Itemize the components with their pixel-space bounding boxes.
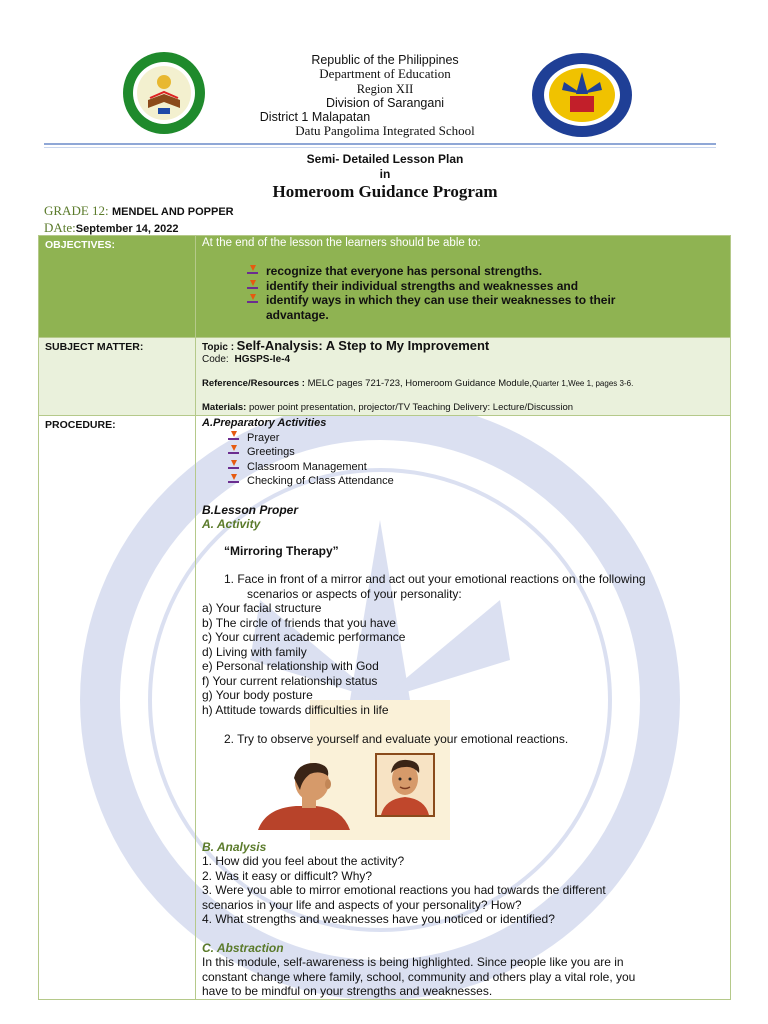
mirror-frame [375, 753, 435, 817]
header-line-6 [230, 124, 540, 139]
abstraction-title: C. Abstraction [202, 940, 284, 955]
prep-text: Greetings [247, 446, 295, 458]
analysis-item: 3. Were you able to mirror emotional reactions you had towards the different [202, 883, 606, 897]
materials-label: Materials: [202, 402, 247, 413]
step-1-line-b: scenarios or aspects of your personality: [247, 586, 462, 601]
plan-title-1: Semi- Detailed Lesson Plan [306, 152, 464, 166]
objective-text: recognize that everyone has personal strengths. [266, 264, 543, 278]
grade-line [44, 203, 234, 219]
topic-value: Self-Analysis: A Step to My Improvement [236, 338, 490, 353]
header-line-3 [230, 82, 540, 97]
prep-item [228, 431, 724, 446]
code-value: HGSPS-Ie-4 [234, 354, 291, 365]
header-divider-thin [44, 147, 716, 148]
subject-content [196, 338, 731, 416]
reference-label: Reference/Resources : [202, 378, 305, 389]
prep-item [228, 474, 724, 489]
code-label: Code: [202, 354, 229, 365]
bullet-icon [247, 294, 258, 305]
prep-list [228, 431, 724, 489]
plan-title-2: in [379, 167, 391, 181]
bullet-icon [228, 460, 239, 471]
objectives-row [39, 236, 731, 338]
grade-value: MENDEL AND POPPER [111, 206, 234, 218]
abstraction-line: In this module, self-awareness is being highlighted. Since people like you are in [202, 955, 624, 969]
date-value: September 14, 2022 [75, 223, 179, 235]
bullet-icon [247, 280, 258, 291]
header-line-4 [230, 96, 540, 111]
reference-line [202, 378, 724, 390]
plan-title-3: Homeroom Guidance Program [272, 182, 498, 201]
objectives-intro: At the end of the lesson the learners should be able to: [202, 237, 481, 249]
scenario-list [202, 601, 724, 717]
reference-small: Quarter 1,Wee 1, pages 3-6. [532, 379, 634, 388]
subject-matter-row [39, 338, 731, 416]
activity-name: “Mirroring Therapy” [224, 543, 339, 558]
subject-label: SUBJECT MATTER: [45, 341, 144, 353]
step-1-line-a: 1. Face in front of a mirror and act out your emotional reactions on the following [224, 572, 646, 586]
date-label: DAte: [44, 220, 76, 235]
illustration-row [202, 753, 724, 833]
header-text: Division of Sarangani [325, 96, 445, 110]
abstraction-line: have to be mindful on your strengths and weaknesses. [202, 984, 493, 998]
analysis-item: 4. What strengths and weaknesses have you noticed or identified? [202, 912, 555, 926]
header-text: District 1 Malapatan [259, 110, 371, 124]
procedure-content [196, 416, 731, 1000]
objective-text: identify their individual strengths and weaknesses and [266, 278, 579, 293]
reference-value: MELC pages 721-723, Homeroom Guidance Module, [307, 378, 533, 389]
analysis-item: 1. How did you feel about the activity? [202, 854, 405, 868]
analysis-item: scenarios in your life and aspects of your personality? How? [202, 897, 522, 912]
topic-line [202, 340, 724, 354]
header-text: Department of Education [319, 66, 451, 81]
header-text: Region XII [356, 82, 414, 96]
date-line [44, 220, 179, 236]
scenario-item: c) Your current academic performance [202, 630, 406, 644]
analysis-item: 2. Was it easy or difficult? Why? [202, 868, 373, 883]
objective-item [247, 279, 724, 294]
prep-text: Prayer [247, 431, 280, 444]
objectives-label: OBJECTIVES: [45, 239, 116, 251]
abstraction-line: constant change where family, school, community and others play a vital role, you [202, 969, 636, 984]
objective-text: identify ways in which they can use their weaknesses to their [266, 293, 616, 307]
scenario-item: b) The circle of friends that you have [202, 615, 396, 630]
objectives-list [247, 264, 724, 322]
objective-item [247, 308, 724, 323]
activity-title: A. Activity [202, 517, 261, 531]
scenario-item: g) Your body posture [202, 688, 313, 702]
analysis-title: B. Analysis [202, 839, 267, 854]
objective-item [247, 264, 724, 279]
materials-line [202, 402, 724, 414]
materials-value: power point presentation, projector/TV Teaching Delivery: Lecture/Discussion [249, 402, 574, 413]
bullet-icon [228, 431, 239, 442]
school-logo [120, 50, 208, 136]
scenario-item: h) Attitude towards difficulties in life [202, 702, 389, 717]
header-text: Datu Pangolima Integrated School [295, 123, 475, 138]
header-text: Republic of the Philippines [311, 53, 459, 67]
person-profile-illustration [256, 760, 352, 830]
bullet-icon [228, 445, 239, 456]
step-1 [224, 572, 724, 601]
analysis-list [202, 854, 724, 927]
bullet-icon [247, 265, 258, 276]
objectives-label-cell [39, 236, 196, 338]
scenario-item: a) Your facial structure [202, 601, 322, 615]
objective-item [247, 293, 724, 308]
procedure-label-cell [39, 416, 196, 1000]
prep-item [228, 445, 724, 460]
code-line [202, 354, 724, 366]
lesson-plan-table [38, 235, 731, 1000]
scenario-item: d) Living with family [202, 644, 307, 659]
bullet-icon [228, 474, 239, 485]
objectives-content [196, 236, 731, 338]
face-reflection-illustration [377, 755, 433, 815]
prep-text: Classroom Management [247, 460, 367, 473]
procedure-label: PROCEDURE: [45, 419, 116, 431]
topic-label: Topic : [202, 342, 235, 353]
scenario-item: e) Personal relationship with God [202, 659, 379, 673]
header-line-2 [230, 67, 540, 82]
step-2: 2. Try to observe yourself and evaluate your emotional reactions. [224, 732, 569, 746]
abstraction-text [202, 955, 724, 999]
prep-title: A.Preparatory Activities [202, 417, 327, 429]
lesson-proper-title: B.Lesson Proper [202, 502, 299, 517]
prep-text: Checking of Class Attendance [247, 475, 394, 487]
procedure-row [39, 416, 731, 1000]
objective-text: advantage. [266, 307, 329, 322]
subject-label-cell [39, 338, 196, 416]
grade-label: GRADE 12: [44, 203, 109, 218]
scenario-item: f) Your current relationship status [202, 673, 378, 688]
deped-logo [530, 52, 634, 138]
prep-item [228, 460, 724, 475]
header-divider [44, 143, 716, 145]
